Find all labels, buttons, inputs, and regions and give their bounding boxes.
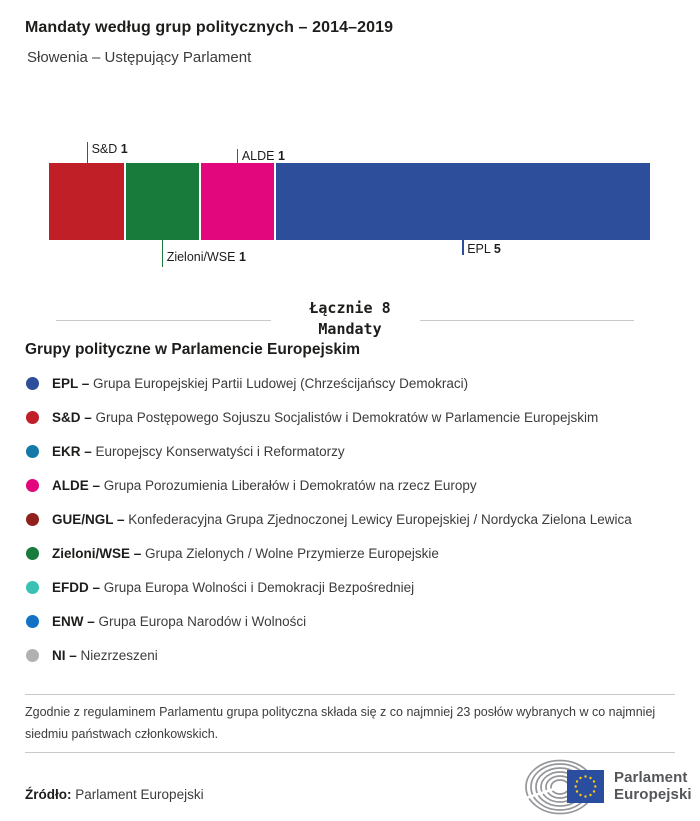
bar-segment-zieloni-wse [124, 163, 199, 240]
ep-logo-line2: Europejski [614, 786, 692, 803]
bar-segment-epl [274, 163, 650, 240]
legend-dot [26, 377, 39, 390]
total-rule-left [56, 320, 271, 321]
legend-item-ekr [26, 434, 686, 468]
legend-dot [26, 445, 39, 458]
legend-heading: Grupy polityczne w Parlamencie Europejskim [25, 341, 361, 358]
legend-dot [26, 547, 39, 560]
eu-flag-icon [567, 770, 604, 803]
callout-tick [462, 240, 464, 255]
legend-dot [26, 479, 39, 492]
legend-item-enw [26, 604, 686, 638]
legend-item-ni [26, 638, 686, 672]
legend-label: S&D – Grupa Postępowego Sojuszu Socjalistów i Demokratów w Parlamencie Europejskim [52, 409, 599, 425]
callout-label: EPL 5 [467, 242, 501, 256]
source-line [25, 787, 204, 802]
legend-item-epl [26, 366, 686, 400]
legend-item-alde [26, 468, 686, 502]
divider-top [25, 694, 675, 695]
legend-list [26, 366, 686, 672]
callout-tick [87, 142, 89, 163]
callout-tick [162, 240, 164, 267]
legend-item-gue-ngl [26, 502, 686, 536]
legend-item-s-d [26, 400, 686, 434]
ep-hemicycle-icon [520, 757, 608, 815]
seats-bar-area [49, 142, 650, 264]
legend-label: Zieloni/WSE – Grupa Zielonych / Wolne Przymierze Europejskie [52, 545, 439, 561]
callout-label: Zieloni/WSE 1 [166, 250, 246, 264]
divider-bottom [25, 752, 675, 753]
footnote: Zgodnie z regulaminem Parlamentu grupa polityczna składa się z co najmniej 23 posłów wybranych w co najmniej siedmiu państwach członkowskich. [25, 705, 656, 741]
legend-label: ALDE – Grupa Porozumienia Liberałów i Demokratów na rzecz Europy [52, 477, 477, 493]
ep-logo-line1: Parlament [614, 769, 688, 786]
total-block [0, 298, 700, 340]
callout-tick [237, 149, 239, 163]
ep-logo [520, 757, 692, 815]
total-label: Łącznie 8 [309, 299, 391, 317]
legend-label: NI – Niezrzeszeni [52, 647, 158, 663]
legend-label: ENW – Grupa Europa Narodów i Wolności [52, 613, 307, 629]
legend-dot [26, 411, 39, 424]
legend-dot [26, 615, 39, 628]
page-title: Mandaty według grup politycznych – 2014–2019 [25, 19, 394, 36]
bar-segment-alde [199, 163, 274, 240]
ep-logo-text [614, 769, 692, 803]
seats-bar [49, 163, 650, 240]
page-subtitle: Słowenia – Ustępujący Parlament [27, 49, 252, 66]
legend-label: EFDD – Grupa Europa Wolności i Demokracji Bezpośredniej [52, 579, 415, 595]
total-unit-label: Mandaty [318, 320, 382, 338]
source-value: Parlament Europejski [75, 787, 204, 802]
legend-item-efdd [26, 570, 686, 604]
legend-label: EKR – Europejscy Konserwatyści i Reformatorzy [52, 443, 345, 459]
legend-dot [26, 649, 39, 662]
legend-label: EPL – Grupa Europejskiej Partii Ludowej (Chrześcijańscy Demokraci) [52, 375, 469, 391]
legend-item-zieloni-wse [26, 536, 686, 570]
total-rule-right [420, 320, 634, 321]
legend-dot [26, 513, 39, 526]
legend-dot [26, 581, 39, 594]
bar-segment-s-d [49, 163, 124, 240]
callout-label: ALDE 1 [241, 149, 285, 163]
callout-label: S&D 1 [91, 142, 128, 156]
legend-label: GUE/NGL – Konfederacyjna Grupa Zjednoczonej Lewicy Europejskiej / Nordycka Zielona Lewica [52, 511, 632, 527]
source-label: Źródło: [25, 787, 72, 802]
